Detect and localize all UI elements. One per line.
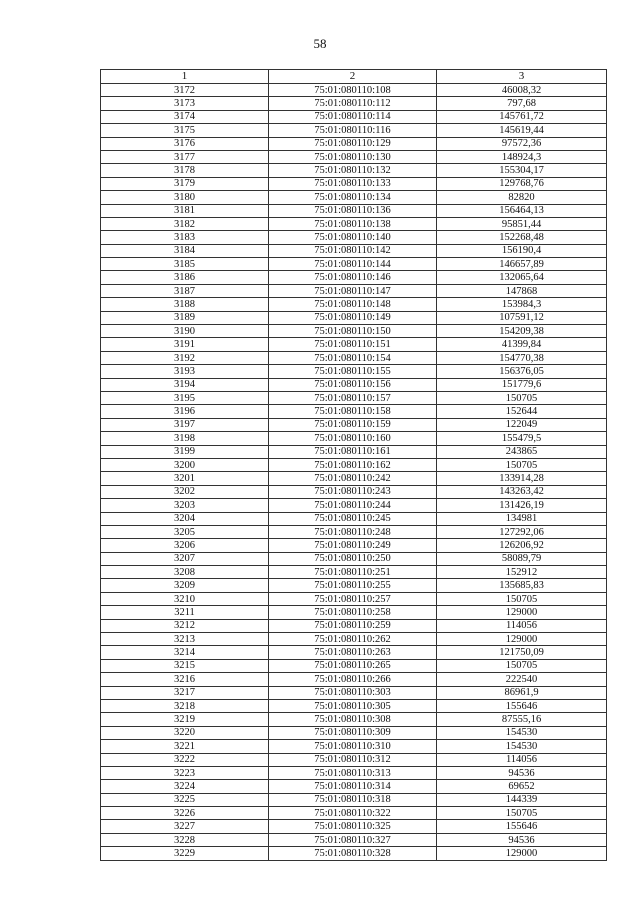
value-cell: 150705: [437, 458, 607, 471]
table-row: [101, 472, 607, 485]
value-cell: 46008,32: [437, 84, 607, 97]
cadastral-number-cell: 75:01:080110:328: [269, 847, 437, 860]
value-cell: 95851,44: [437, 217, 607, 230]
value-cell: 797,68: [437, 97, 607, 110]
table-row: [101, 633, 607, 646]
value-cell: 58089,79: [437, 552, 607, 565]
cadastral-number-cell: 75:01:080110:146: [269, 271, 437, 284]
value-cell: 154530: [437, 726, 607, 739]
value-cell: 129768,76: [437, 177, 607, 190]
row-number-cell: 3182: [101, 217, 269, 230]
value-cell: 154530: [437, 740, 607, 753]
row-number-cell: 3198: [101, 432, 269, 445]
row-number-cell: 3177: [101, 150, 269, 163]
row-number-cell: 3213: [101, 633, 269, 646]
table-row: [101, 325, 607, 338]
value-cell: 129000: [437, 633, 607, 646]
table-row: [101, 445, 607, 458]
row-number-cell: 3193: [101, 365, 269, 378]
value-cell: 155646: [437, 699, 607, 712]
cadastral-number-cell: 75:01:080110:149: [269, 311, 437, 324]
cadastral-number-cell: 75:01:080110:151: [269, 338, 437, 351]
cadastral-number-cell: 75:01:080110:129: [269, 137, 437, 150]
row-number-cell: 3188: [101, 298, 269, 311]
cadastral-number-cell: 75:01:080110:133: [269, 177, 437, 190]
value-cell: 121750,09: [437, 646, 607, 659]
table-row: [101, 673, 607, 686]
row-number-cell: 3204: [101, 512, 269, 525]
table-row: [101, 619, 607, 632]
row-number-cell: 3210: [101, 592, 269, 605]
cadastral-number-cell: 75:01:080110:116: [269, 124, 437, 137]
table-row: [101, 726, 607, 739]
value-cell: 122049: [437, 418, 607, 431]
table-row: [101, 338, 607, 351]
row-number-cell: 3224: [101, 780, 269, 793]
table-row: [101, 271, 607, 284]
table-row: [101, 592, 607, 605]
cadastral-number-cell: 75:01:080110:140: [269, 231, 437, 244]
row-number-cell: 3184: [101, 244, 269, 257]
cadastral-number-cell: 75:01:080110:242: [269, 472, 437, 485]
header-row: [101, 70, 607, 84]
table-row: [101, 150, 607, 163]
cadastral-number-cell: 75:01:080110:314: [269, 780, 437, 793]
cadastral-number-cell: 75:01:080110:157: [269, 391, 437, 404]
table-row: [101, 847, 607, 860]
table-row: [101, 177, 607, 190]
cadastral-number-cell: 75:01:080110:162: [269, 458, 437, 471]
cadastral-number-cell: 75:01:080110:310: [269, 740, 437, 753]
cadastral-number-cell: 75:01:080110:134: [269, 191, 437, 204]
row-number-cell: 3205: [101, 525, 269, 538]
row-number-cell: 3187: [101, 284, 269, 297]
cadastral-number-cell: 75:01:080110:255: [269, 579, 437, 592]
value-cell: 86961,9: [437, 686, 607, 699]
value-cell: 152644: [437, 405, 607, 418]
table-row: [101, 378, 607, 391]
value-cell: 132065,64: [437, 271, 607, 284]
table-row: [101, 686, 607, 699]
row-number-cell: 3192: [101, 351, 269, 364]
table-row: [101, 84, 607, 97]
table-row: [101, 579, 607, 592]
table-row: [101, 365, 607, 378]
cadastral-number-cell: 75:01:080110:244: [269, 499, 437, 512]
row-number-cell: 3180: [101, 191, 269, 204]
table-row: [101, 833, 607, 846]
cadastral-number-cell: 75:01:080110:154: [269, 351, 437, 364]
value-cell: 150705: [437, 807, 607, 820]
cadastral-number-cell: 75:01:080110:313: [269, 766, 437, 779]
table-row: [101, 753, 607, 766]
cadastral-number-cell: 75:01:080110:160: [269, 432, 437, 445]
value-cell: 145761,72: [437, 110, 607, 123]
value-cell: 41399,84: [437, 338, 607, 351]
cadastral-number-cell: 75:01:080110:308: [269, 713, 437, 726]
row-number-cell: 3203: [101, 499, 269, 512]
value-cell: 152912: [437, 566, 607, 579]
cadastral-number-cell: 75:01:080110:144: [269, 258, 437, 271]
value-cell: 145619,44: [437, 124, 607, 137]
row-number-cell: 3218: [101, 699, 269, 712]
table-row: [101, 311, 607, 324]
value-cell: 133914,28: [437, 472, 607, 485]
table-row: [101, 807, 607, 820]
table-row: [101, 432, 607, 445]
cadastral-number-cell: 75:01:080110:325: [269, 820, 437, 833]
cadastral-number-cell: 75:01:080110:251: [269, 566, 437, 579]
row-number-cell: 3194: [101, 378, 269, 391]
row-number-cell: 3221: [101, 740, 269, 753]
value-cell: 114056: [437, 619, 607, 632]
table-row: [101, 164, 607, 177]
cadastral-number-cell: 75:01:080110:108: [269, 84, 437, 97]
table-row: [101, 258, 607, 271]
column-header-1: 1: [101, 70, 269, 84]
value-cell: 127292,06: [437, 525, 607, 538]
row-number-cell: 3174: [101, 110, 269, 123]
value-cell: 69652: [437, 780, 607, 793]
cadastral-number-cell: 75:01:080110:257: [269, 592, 437, 605]
cadastral-number-cell: 75:01:080110:158: [269, 405, 437, 418]
cadastral-number-cell: 75:01:080110:147: [269, 284, 437, 297]
value-cell: 94536: [437, 766, 607, 779]
table-row: [101, 499, 607, 512]
value-cell: 114056: [437, 753, 607, 766]
row-number-cell: 3209: [101, 579, 269, 592]
cadastral-number-cell: 75:01:080110:130: [269, 150, 437, 163]
value-cell: 144339: [437, 793, 607, 806]
cadastral-number-cell: 75:01:080110:250: [269, 552, 437, 565]
table-row: [101, 298, 607, 311]
value-cell: 135685,83: [437, 579, 607, 592]
row-number-cell: 3212: [101, 619, 269, 632]
table-body: [101, 84, 607, 861]
table-row: [101, 606, 607, 619]
row-number-cell: 3195: [101, 391, 269, 404]
table-row: [101, 217, 607, 230]
value-cell: 146657,89: [437, 258, 607, 271]
table-row: [101, 525, 607, 538]
table-row: [101, 512, 607, 525]
value-cell: 107591,12: [437, 311, 607, 324]
cadastral-number-cell: 75:01:080110:259: [269, 619, 437, 632]
row-number-cell: 3172: [101, 84, 269, 97]
table-header: [101, 70, 607, 84]
row-number-cell: 3190: [101, 325, 269, 338]
value-cell: 150705: [437, 391, 607, 404]
table-row: [101, 458, 607, 471]
table-row: [101, 539, 607, 552]
table-row: [101, 566, 607, 579]
row-number-cell: 3201: [101, 472, 269, 485]
row-number-cell: 3222: [101, 753, 269, 766]
value-cell: 134981: [437, 512, 607, 525]
value-cell: 129000: [437, 847, 607, 860]
row-number-cell: 3207: [101, 552, 269, 565]
value-cell: 155479,5: [437, 432, 607, 445]
table-row: [101, 713, 607, 726]
page-number: 58: [313, 36, 327, 51]
value-cell: 153984,3: [437, 298, 607, 311]
row-number-cell: 3186: [101, 271, 269, 284]
row-number-cell: 3227: [101, 820, 269, 833]
table-row: [101, 405, 607, 418]
row-number-cell: 3178: [101, 164, 269, 177]
cadastral-number-cell: 75:01:080110:318: [269, 793, 437, 806]
table-row: [101, 137, 607, 150]
cadastral-number-cell: 75:01:080110:243: [269, 485, 437, 498]
table-row: [101, 659, 607, 672]
table-row: [101, 820, 607, 833]
cadastral-number-cell: 75:01:080110:309: [269, 726, 437, 739]
value-cell: 148924,3: [437, 150, 607, 163]
table-row: [101, 418, 607, 431]
cadastral-number-cell: 75:01:080110:159: [269, 418, 437, 431]
row-number-cell: 3189: [101, 311, 269, 324]
table-row: [101, 204, 607, 217]
value-cell: 126206,92: [437, 539, 607, 552]
value-cell: 150705: [437, 592, 607, 605]
cadastral-number-cell: 75:01:080110:156: [269, 378, 437, 391]
row-number-cell: 3225: [101, 793, 269, 806]
table-row: [101, 780, 607, 793]
table-row: [101, 391, 607, 404]
row-number-cell: 3202: [101, 485, 269, 498]
row-number-cell: 3226: [101, 807, 269, 820]
cadastral-number-cell: 75:01:080110:245: [269, 512, 437, 525]
cadastral-number-cell: 75:01:080110:155: [269, 365, 437, 378]
row-number-cell: 3208: [101, 566, 269, 579]
value-cell: 156464,13: [437, 204, 607, 217]
cadastral-number-cell: 75:01:080110:138: [269, 217, 437, 230]
table-row: [101, 766, 607, 779]
row-number-cell: 3197: [101, 418, 269, 431]
value-cell: 129000: [437, 606, 607, 619]
row-number-cell: 3200: [101, 458, 269, 471]
cadastral-number-cell: 75:01:080110:112: [269, 97, 437, 110]
table-row: [101, 124, 607, 137]
cadastral-number-cell: 75:01:080110:150: [269, 325, 437, 338]
row-number-cell: 3211: [101, 606, 269, 619]
value-cell: 82820: [437, 191, 607, 204]
value-cell: 94536: [437, 833, 607, 846]
table-row: [101, 740, 607, 753]
row-number-cell: 3185: [101, 258, 269, 271]
value-cell: 222540: [437, 673, 607, 686]
row-number-cell: 3216: [101, 673, 269, 686]
cadastral-number-cell: 75:01:080110:161: [269, 445, 437, 458]
table-row: [101, 646, 607, 659]
cadastral-number-cell: 75:01:080110:303: [269, 686, 437, 699]
table-row: [101, 552, 607, 565]
value-cell: 87555,16: [437, 713, 607, 726]
value-cell: 150705: [437, 659, 607, 672]
row-number-cell: 3181: [101, 204, 269, 217]
table-row: [101, 351, 607, 364]
cadastral-number-cell: 75:01:080110:136: [269, 204, 437, 217]
cadastral-number-cell: 75:01:080110:305: [269, 699, 437, 712]
cadastral-number-cell: 75:01:080110:132: [269, 164, 437, 177]
cadastral-number-cell: 75:01:080110:265: [269, 659, 437, 672]
row-number-cell: 3179: [101, 177, 269, 190]
row-number-cell: 3176: [101, 137, 269, 150]
row-number-cell: 3219: [101, 713, 269, 726]
data-table: [100, 69, 607, 861]
table-row: [101, 191, 607, 204]
row-number-cell: 3191: [101, 338, 269, 351]
table-row: [101, 793, 607, 806]
cadastral-number-cell: 75:01:080110:114: [269, 110, 437, 123]
cadastral-number-cell: 75:01:080110:258: [269, 606, 437, 619]
table-row: [101, 485, 607, 498]
value-cell: 147868: [437, 284, 607, 297]
cadastral-number-cell: 75:01:080110:248: [269, 525, 437, 538]
cadastral-number-cell: 75:01:080110:312: [269, 753, 437, 766]
table-row: [101, 231, 607, 244]
value-cell: 143263,42: [437, 485, 607, 498]
row-number-cell: 3196: [101, 405, 269, 418]
row-number-cell: 3206: [101, 539, 269, 552]
value-cell: 151779,6: [437, 378, 607, 391]
row-number-cell: 3199: [101, 445, 269, 458]
table-row: [101, 284, 607, 297]
row-number-cell: 3223: [101, 766, 269, 779]
column-header-2: 2: [269, 70, 437, 84]
row-number-cell: 3183: [101, 231, 269, 244]
value-cell: 156376,05: [437, 365, 607, 378]
value-cell: 243865: [437, 445, 607, 458]
cadastral-number-cell: 75:01:080110:262: [269, 633, 437, 646]
value-cell: 156190,4: [437, 244, 607, 257]
cadastral-number-cell: 75:01:080110:266: [269, 673, 437, 686]
cadastral-number-cell: 75:01:080110:263: [269, 646, 437, 659]
value-cell: 131426,19: [437, 499, 607, 512]
row-number-cell: 3228: [101, 833, 269, 846]
table-row: [101, 699, 607, 712]
row-number-cell: 3217: [101, 686, 269, 699]
cadastral-number-cell: 75:01:080110:327: [269, 833, 437, 846]
row-number-cell: 3214: [101, 646, 269, 659]
table-row: [101, 110, 607, 123]
table-row: [101, 244, 607, 257]
table-row: [101, 97, 607, 110]
value-cell: 155304,17: [437, 164, 607, 177]
row-number-cell: 3175: [101, 124, 269, 137]
value-cell: 155646: [437, 820, 607, 833]
cadastral-number-cell: 75:01:080110:322: [269, 807, 437, 820]
value-cell: 97572,36: [437, 137, 607, 150]
column-header-3: 3: [437, 70, 607, 84]
row-number-cell: 3229: [101, 847, 269, 860]
row-number-cell: 3215: [101, 659, 269, 672]
row-number-cell: 3220: [101, 726, 269, 739]
value-cell: 154209,38: [437, 325, 607, 338]
value-cell: 152268,48: [437, 231, 607, 244]
row-number-cell: 3173: [101, 97, 269, 110]
value-cell: 154770,38: [437, 351, 607, 364]
cadastral-number-cell: 75:01:080110:142: [269, 244, 437, 257]
cadastral-number-cell: 75:01:080110:249: [269, 539, 437, 552]
cadastral-number-cell: 75:01:080110:148: [269, 298, 437, 311]
